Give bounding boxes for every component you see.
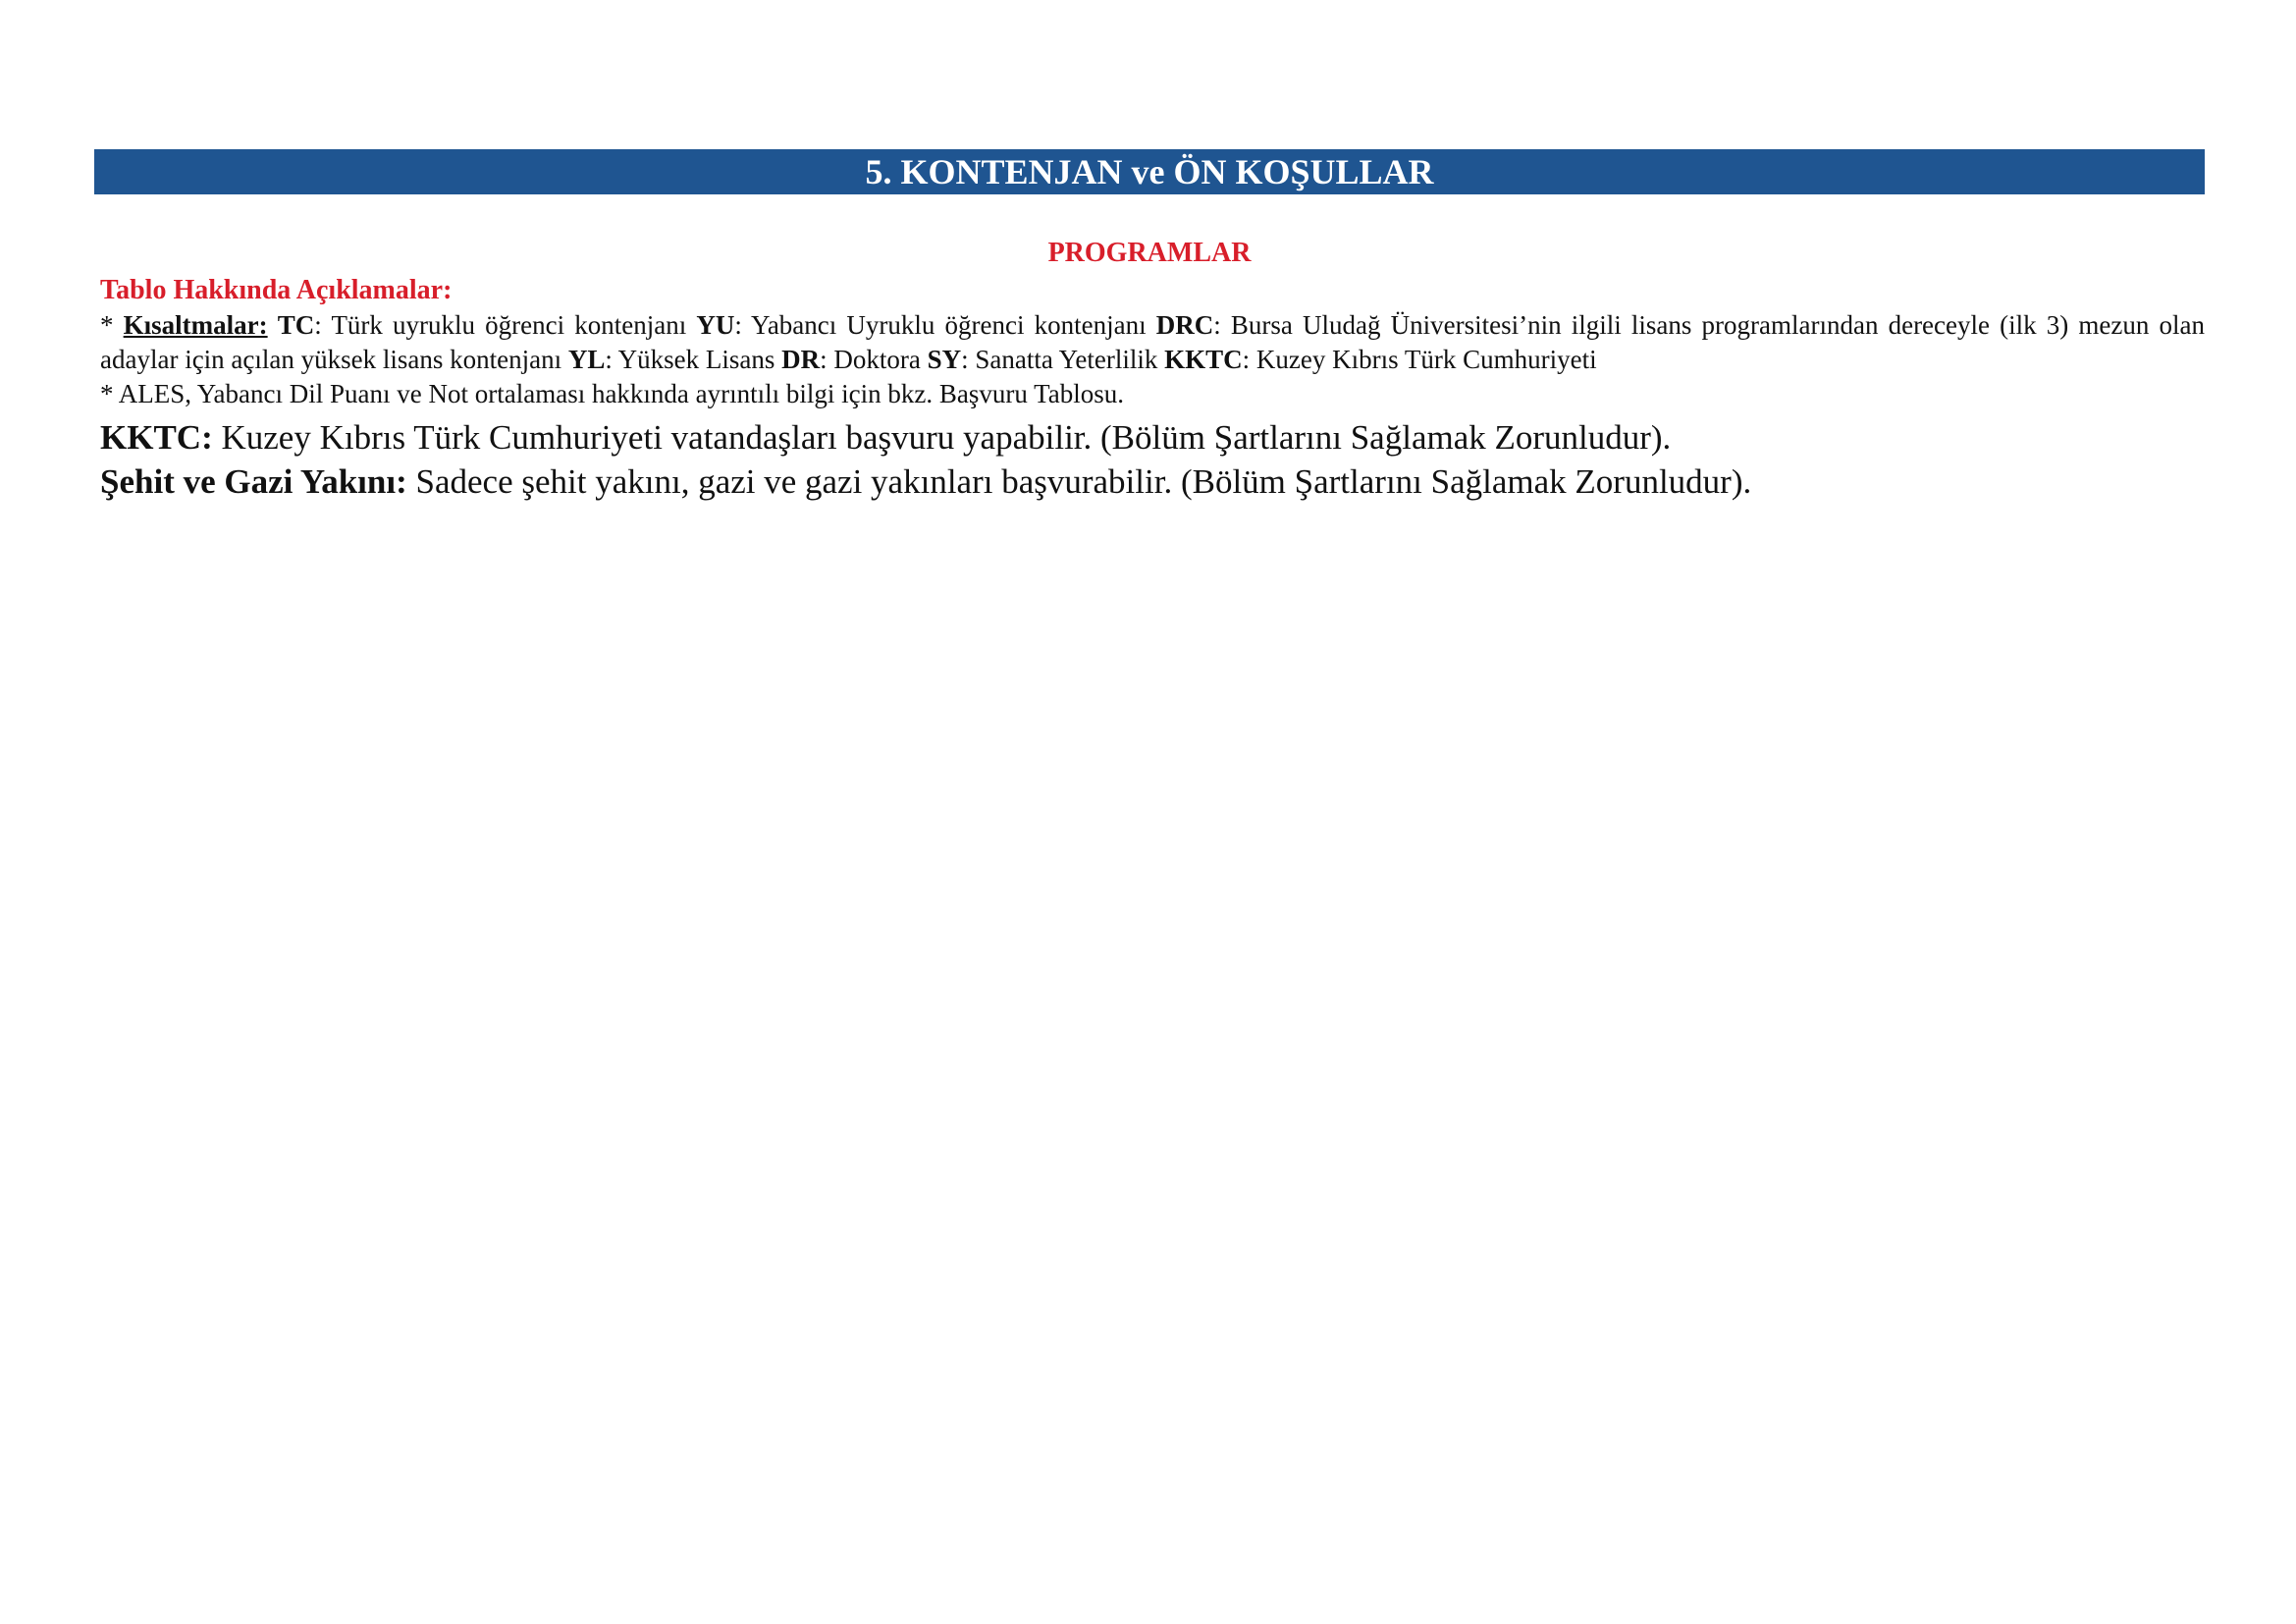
abbr-key-yl: YL (567, 345, 606, 374)
abbr-sep: : (1242, 345, 1256, 374)
condition-text: Kuzey Kıbrıs Türk Cumhuriyeti vatandaşları başvuru yapabilir. (Bölüm Şartlarını Sağlamak Zorunludur). (212, 418, 1672, 457)
abbr-text-dr: Doktora (833, 345, 928, 374)
condition-kktc (100, 415, 2205, 460)
abbr-sep: : (961, 345, 976, 374)
condition-label: KKTC: (100, 418, 213, 457)
programs-heading: PROGRAMLAR (1047, 238, 1252, 268)
abbr-text-tc: Türk uyruklu öğrenci kontenjanı (331, 310, 697, 340)
abbr-sep: : (605, 345, 618, 374)
conditions (100, 415, 2205, 504)
ales-note: * ALES, Yabancı Dil Puanı ve Not ortalaması hakkında ayrıntılı bilgi için bkz. Başvuru Tablosu. (100, 379, 1124, 408)
condition-label: Şehit ve Gazi Yakını: (100, 462, 407, 501)
abbr-sep: : (1213, 310, 1231, 340)
abbr-text-kktc: Kuzey Kıbrıs Türk Cumhuriyeti (1255, 345, 1597, 374)
abbr-key-tc: TC (277, 310, 315, 340)
abbr-text-drc: Bursa Uludağ Üniversitesi’nin ilgili lisans programlarından dereceyle (ilk 3) mezun olan adaylar için açılan yüksek lisans kontenjanı (100, 310, 2205, 374)
abbr-sep: : (820, 345, 834, 374)
abbr-sep: : (314, 310, 332, 340)
abbreviations-note (100, 308, 2205, 377)
condition-martyr-veteran (100, 460, 2205, 504)
abbr-text-yu: Yabancı Uyruklu öğrenci kontenjanı (751, 310, 1156, 340)
section-title-banner (94, 149, 2205, 194)
abbreviations-bullet: * (100, 310, 124, 340)
abbr-text-sy: Sanatta Yeterlilik (975, 345, 1165, 374)
abbr-text-yl: Yüksek Lisans (617, 345, 782, 374)
section-title: 5. KONTENJAN ve ÖN KOŞULLAR (865, 152, 1434, 191)
table-notes (100, 273, 2205, 504)
condition-text: Sadece şehit yakını, gazi ve gazi yakınları başvurabilir. (Bölüm Şartlarını Sağlamak Zorunludur). (406, 462, 1752, 501)
abbreviations-label: Kısaltmalar: (123, 310, 268, 340)
abbr-key-dr: DR (781, 345, 821, 374)
abbr-sep: : (734, 310, 752, 340)
abbr-key-sy: SY (927, 345, 962, 374)
abbr-key-drc: DRC (1155, 310, 1214, 340)
abbr-key-kktc: KKTC (1164, 345, 1243, 374)
abbr-key-yu: YU (696, 310, 735, 340)
notes-title: Tablo Hakkında Açıklamalar: (100, 275, 453, 305)
